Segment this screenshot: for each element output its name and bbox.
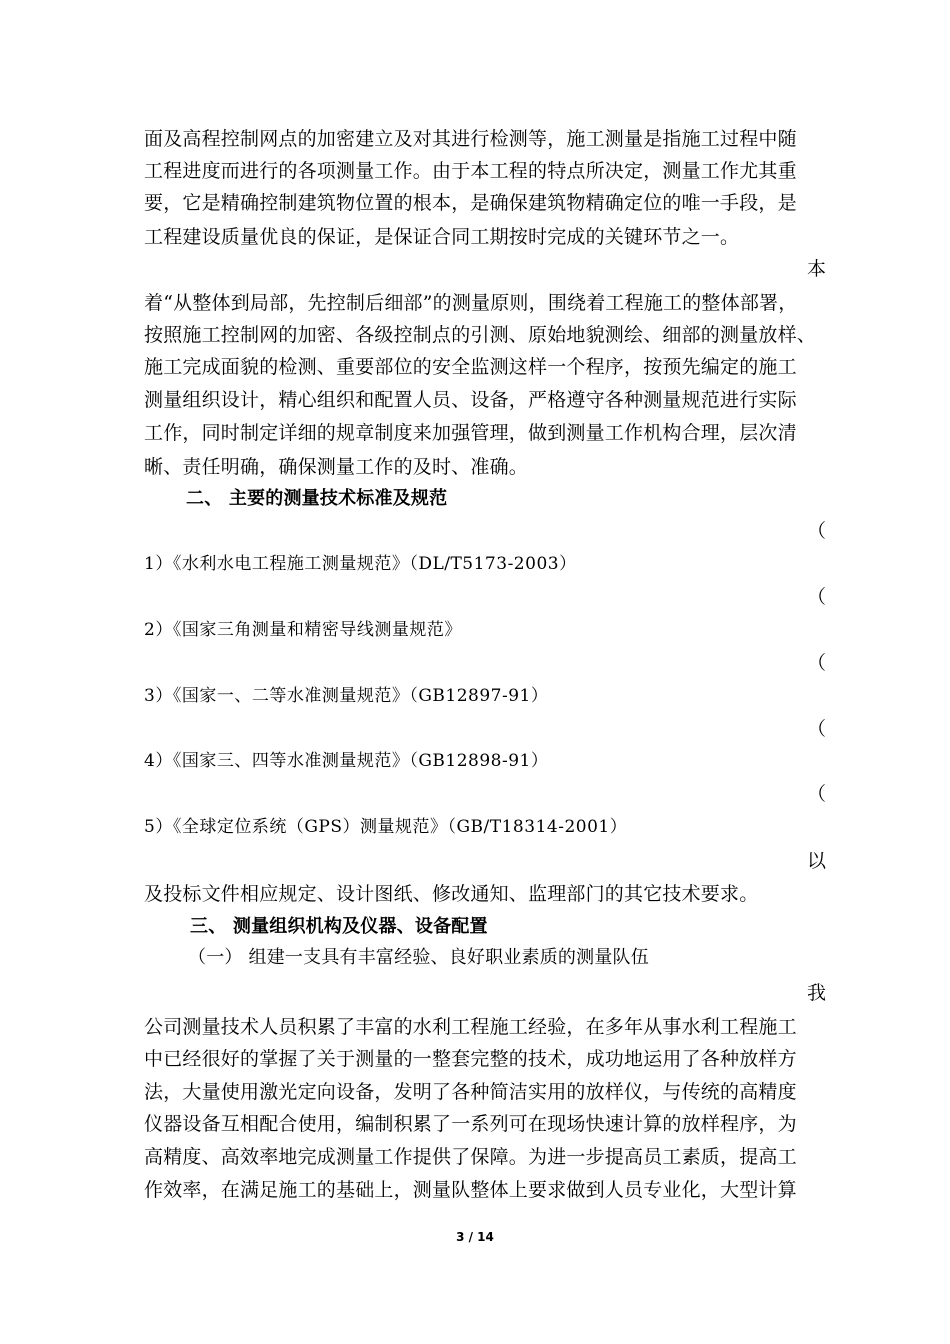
page-number: 3 / 14 bbox=[456, 1230, 494, 1244]
paragraph-line: 施工完成面貌的检测、重要部位的安全监测这样一个程序，按预先编定的施工 bbox=[144, 356, 797, 378]
paragraph-line: 仪器设备互相配合使用，编制积累了一系列可在现场快速计算的放样程序，为 bbox=[144, 1113, 797, 1135]
section-heading: 二、 主要的测量技术标准及规范 bbox=[186, 488, 448, 509]
reference-item: 3）《国家一、二等水准测量规范》（GB12897-91） bbox=[144, 686, 549, 706]
paragraph-start-char: 本 bbox=[806, 258, 826, 280]
paragraph-line: 要，它是精确控制建筑物位置的根本，是确保建筑物精确定位的唯一手段，是 bbox=[144, 192, 797, 214]
reference-item: 2）《国家三角测量和精密导线测量规范》 bbox=[144, 620, 462, 640]
paragraph-line: 工程进度而进行的各项测量工作。由于本工程的特点所决定，测量工作尤其重 bbox=[144, 160, 797, 182]
reference-paren: （ bbox=[806, 652, 826, 674]
paragraph-line: 及投标文件相应规定、设计图纸、修改通知、监理部门的其它技术要求。 bbox=[144, 883, 759, 905]
paragraph-line: 高精度、高效率地完成测量工作提供了保障。为进一步提高员工素质，提高工 bbox=[144, 1146, 797, 1168]
reference-paren: （ bbox=[806, 520, 826, 542]
section-heading: 三、 测量组织机构及仪器、设备配置 bbox=[190, 916, 488, 937]
reference-item: 1）《水利水电工程施工测量规范》（DL/T5173-2003） bbox=[144, 554, 577, 574]
reference-paren: （ bbox=[806, 783, 826, 805]
paragraph-line: 作效率，在满足施工的基础上，测量队整体上要求做到人员专业化，大型计算 bbox=[144, 1179, 797, 1201]
paragraph-line: 晰、责任明确，确保测量工作的及时、准确。 bbox=[144, 456, 529, 478]
paragraph-line: 中已经很好的掌握了关于测量的一整套完整的技术，成功地运用了各种放样方 bbox=[144, 1048, 797, 1070]
paragraph-line: 面及高程控制网点的加密建立及对其进行检测等，施工测量是指施工过程中随 bbox=[144, 128, 797, 150]
paragraph-line: 公司测量技术人员积累了丰富的水利工程施工经验，在多年从事水利工程施工 bbox=[144, 1016, 797, 1038]
paragraph-start-char: 我 bbox=[806, 982, 826, 1004]
paragraph-line: 工作，同时制定详细的规章制度来加强管理，做到测量工作机构合理，层次清 bbox=[144, 422, 797, 444]
paragraph-line: 测量组织设计，精心组织和配置人员、设备，严格遵守各种测量规范进行实际 bbox=[144, 389, 797, 411]
reference-paren: （ bbox=[806, 586, 826, 608]
paragraph-line: 工程建设质量优良的保证，是保证合同工期按时完成的关键环节之一。 bbox=[144, 226, 740, 248]
paragraph-start-char: 以 bbox=[806, 850, 826, 872]
reference-item: 4）《国家三、四等水准测量规范》（GB12898-91） bbox=[144, 751, 549, 771]
paragraph-line: 按照施工控制网的加密、各级控制点的引测、原始地貌测绘、细部的测量放样、 bbox=[144, 324, 817, 346]
paragraph-line: 法，大量使用激光定向设备，发明了各种简洁实用的放样仪，与传统的高精度 bbox=[144, 1081, 797, 1103]
reference-item: 5）《全球定位系统（GPS）测量规范》（GB/T18314-2001） bbox=[144, 817, 628, 837]
reference-paren: （ bbox=[806, 718, 826, 740]
subsection-heading: （一） 组建一支具有丰富经验、良好职业素质的测量队伍 bbox=[188, 947, 649, 968]
paragraph-line: 着“从整体到局部，先控制后细部”的测量原则，围绕着工程施工的整体部署， bbox=[144, 292, 798, 314]
